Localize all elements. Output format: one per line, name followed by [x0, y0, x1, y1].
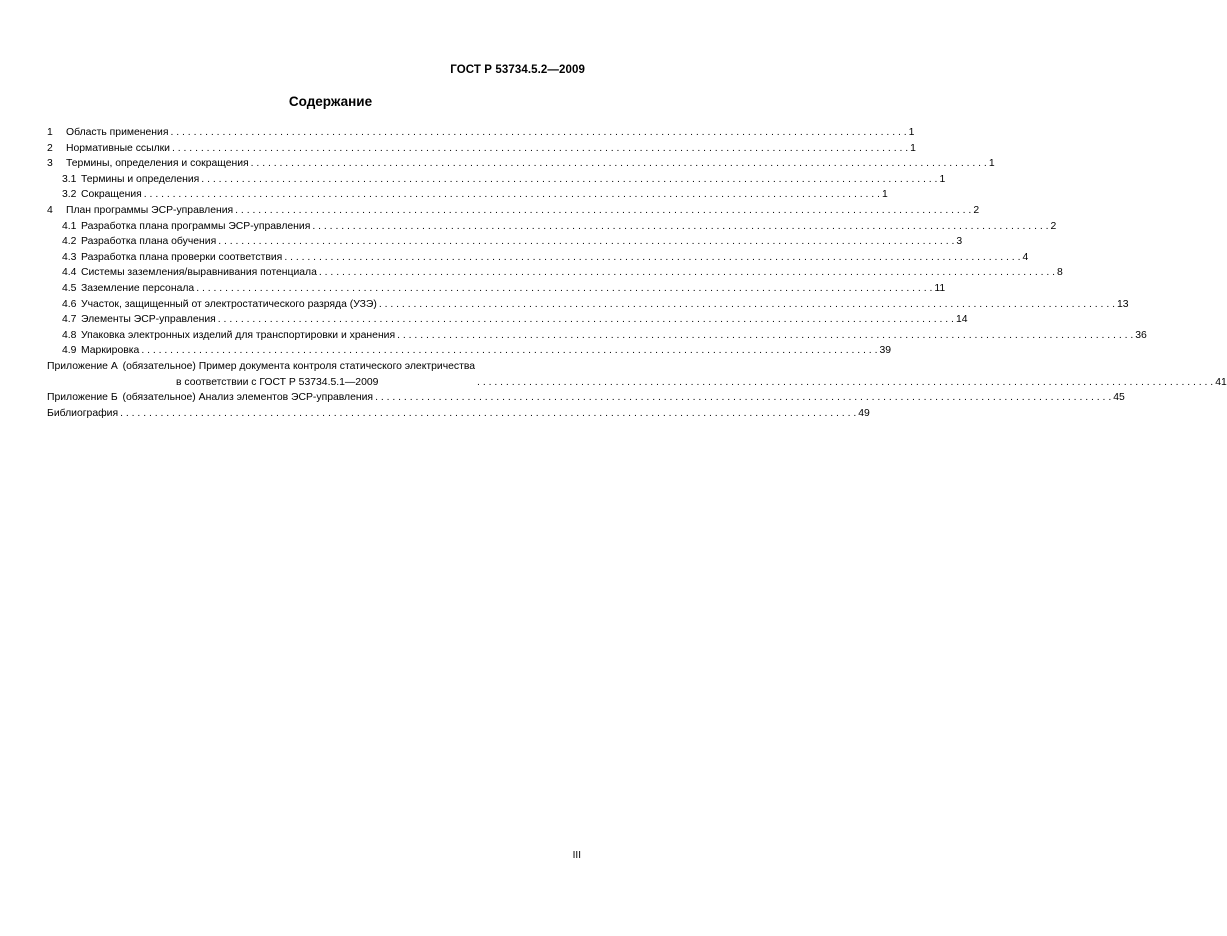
toc-entry[interactable]: [47, 156, 995, 172]
toc-entry-page: 2: [1050, 220, 1057, 232]
toc-entry-title: Маркировка: [81, 345, 140, 357]
toc-entry-page: 1: [910, 142, 916, 154]
toc-leader-dots: [201, 172, 937, 188]
toc-entry-page: 1: [881, 189, 888, 201]
toc-entry-number: 4.9: [62, 345, 77, 357]
toc-leader-dots: [379, 297, 1115, 313]
toc-entry-title: Элементы ЭСР-управления: [81, 314, 216, 326]
toc-entry[interactable]: [47, 203, 980, 219]
toc-leader-dots: [218, 312, 954, 328]
toc-entry-number: 2: [47, 142, 53, 154]
toc-entry-number: 4.3: [62, 251, 77, 263]
toc-leader-dots: [312, 219, 1048, 235]
toc-entry-title: Нормативные ссылки: [66, 142, 170, 154]
toc-entry[interactable]: [47, 234, 963, 250]
toc-bibliography[interactable]: [47, 406, 870, 422]
toc-entry-page: 13: [1116, 298, 1129, 310]
appendix-title-line1: (обязательное) Пример документа контроля статического электричества: [122, 360, 476, 372]
toc-entry[interactable]: [47, 281, 946, 297]
toc-leader-dots: [144, 187, 880, 203]
toc-entry[interactable]: [47, 187, 888, 203]
appendix-prefix: Приложение Б: [47, 392, 118, 404]
toc-entry-page: 36: [1135, 329, 1147, 341]
toc-leader-dots: [120, 406, 856, 422]
toc-entry-number: 4.1: [62, 220, 77, 232]
toc-entry[interactable]: [47, 312, 968, 328]
toc-leader-dots: [235, 203, 971, 219]
page-number: III: [572, 850, 581, 861]
toc-leader-dots: [218, 234, 954, 250]
toc-leader-dots: [141, 343, 877, 359]
toc-entry-number: 3.1: [62, 173, 77, 185]
page-title: Содержание: [288, 94, 373, 109]
toc-entry-number: 1: [47, 127, 53, 138]
toc-entry[interactable]: [47, 343, 892, 359]
toc-entry-title: Упаковка электронных изделий для транспортировки и хранения: [81, 329, 396, 341]
toc-entry-page: 1: [988, 158, 995, 170]
toc-entry-title: Термины и определения: [81, 173, 200, 185]
toc-leader-dots: [284, 250, 1020, 266]
toc-leader-dots: [172, 141, 908, 157]
toc-leader-dots: [397, 328, 1133, 344]
appendix-prefix: Приложение А: [47, 360, 118, 372]
appendix-title: (обязательное) Анализ элементов ЭСР-управления: [122, 392, 374, 404]
toc-entry-title: План программы ЭСР-управления: [66, 204, 234, 216]
toc-entry-page: 49: [858, 407, 870, 419]
toc-entry-number: 4.8: [62, 329, 77, 341]
toc-leader-dots: [196, 281, 932, 297]
toc-entry-page: 2: [973, 204, 980, 216]
toc-entry[interactable]: [47, 328, 1147, 344]
toc-entry-number: 4: [47, 204, 53, 216]
toc-entry-number: 3: [47, 158, 53, 170]
toc-appendix-b[interactable]: [47, 390, 1125, 406]
toc-entry-page: 41: [1215, 376, 1227, 388]
toc-leader-dots: [477, 375, 1213, 391]
toc-entry-title: Разработка плана проверки соответствия: [81, 251, 283, 263]
toc-entry-page: 1: [939, 173, 946, 185]
toc-entry[interactable]: [47, 141, 916, 157]
document-id: ГОСТ Р 53734.5.2—2009: [450, 64, 585, 76]
toc-entry-number: 4.2: [62, 236, 77, 248]
toc-entry-title: Область применения: [66, 127, 169, 138]
toc-entry[interactable]: [47, 250, 1029, 266]
toc-entry-title: Системы заземления/выравнивания потенциала: [81, 267, 317, 279]
toc-entry[interactable]: [47, 172, 946, 188]
toc-entry-page: 45: [1113, 392, 1125, 404]
toc-leader-dots: [319, 265, 1055, 281]
toc-entry-title: Термины, определения и сокращения: [66, 158, 249, 170]
bibliography-title: Библиография: [47, 407, 119, 419]
toc-entry-number: 4.4: [62, 267, 77, 279]
toc-leader-dots: [375, 390, 1111, 406]
toc-entry-page: 11: [934, 282, 946, 294]
toc-entry-page: 8: [1057, 267, 1063, 279]
toc-entry-page: 3: [956, 236, 963, 248]
toc-entry[interactable]: [47, 265, 1063, 281]
toc-leader-dots: [251, 156, 987, 172]
toc-entry-page: 39: [879, 345, 892, 357]
toc-entry-page: 14: [955, 314, 968, 326]
table-of-contents: [47, 125, 1227, 421]
toc-entry-title: Разработка плана программы ЭСР-управления: [81, 220, 311, 232]
toc-entry-title: Участок, защищенный от электростатического разряда (УЗЭ): [81, 298, 377, 310]
toc-entry[interactable]: [47, 297, 1129, 313]
toc-entry-page: 1: [908, 127, 915, 138]
toc-appendix-a[interactable]: [47, 359, 1227, 390]
toc-entry-number: 4.5: [62, 282, 77, 294]
toc-entry-number: 4.7: [62, 314, 77, 326]
toc-entry[interactable]: [47, 125, 915, 141]
toc-entry[interactable]: [47, 219, 1057, 235]
toc-entry-number: 4.6: [62, 298, 77, 310]
toc-entry-title: Сокращения: [81, 189, 142, 201]
toc-leader-dots: [170, 125, 906, 141]
toc-entry-page: 4: [1022, 251, 1029, 263]
toc-entry-title: Заземление персонала: [81, 282, 195, 294]
toc-entry-title: Разработка плана обучения: [81, 236, 217, 248]
toc-entry-number: 3.2: [62, 189, 77, 201]
appendix-title-line2: в соответствии с ГОСТ Р 53734.5.1—2009: [176, 376, 379, 388]
